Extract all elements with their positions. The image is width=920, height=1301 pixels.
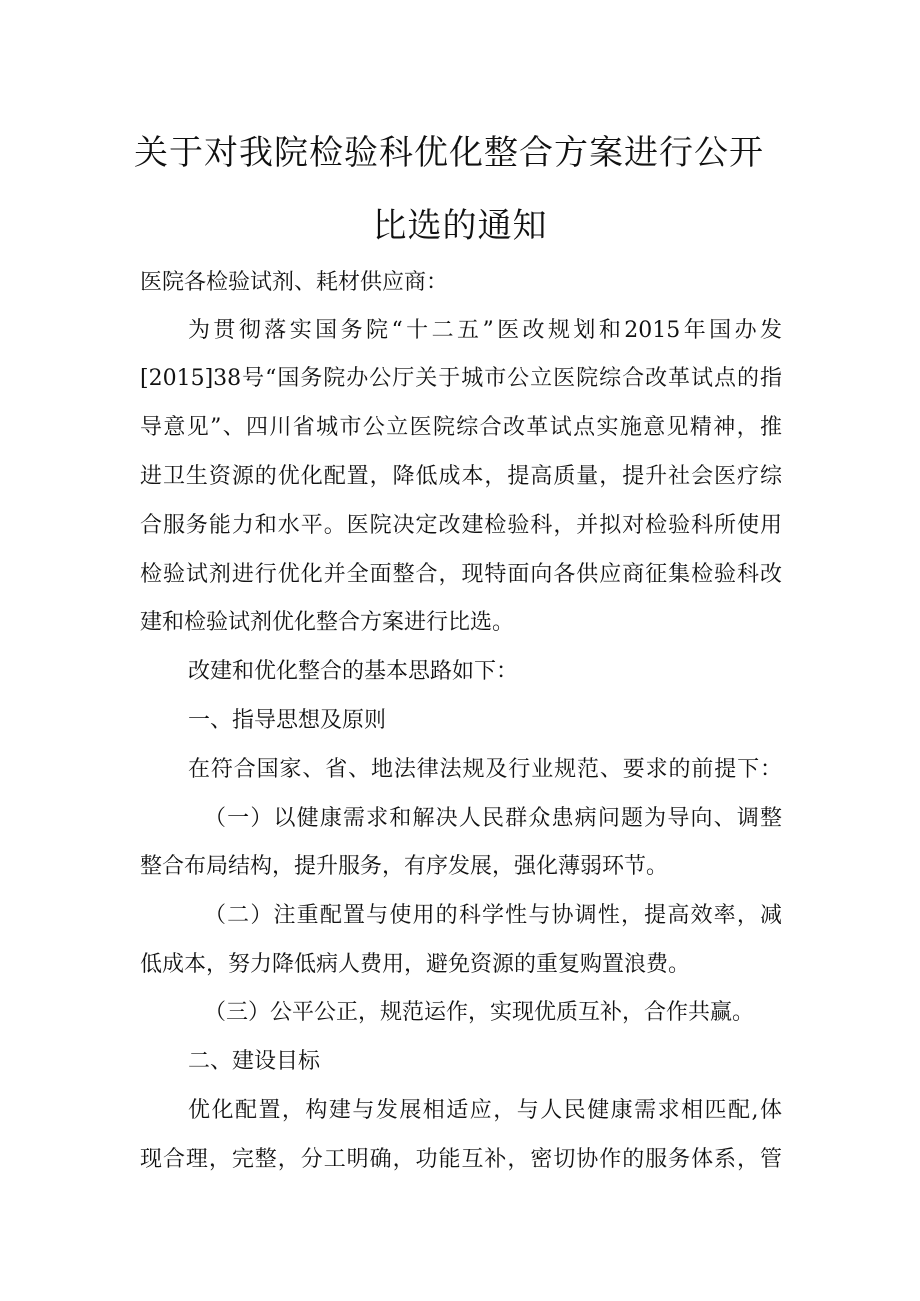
- section-heading-2: 二、建设目标: [188, 1049, 321, 1074]
- paragraph-4-line-2: 现合理，完整，分工明确，功能互补，密切协作的服务体系，管: [140, 1147, 782, 1172]
- document-title-line-2: 比选的通知: [372, 206, 548, 246]
- paragraph-1-line-7: 建和检验试剂优化整合方案进行比选。: [140, 610, 515, 635]
- paragraph-2: 改建和优化整合的基本思路如下：: [188, 659, 519, 684]
- paragraph-1-line-4: 进卫生资源的优化配置，降低成本，提高质量，提升社会医疗综: [140, 464, 782, 489]
- salutation: 医院各检验试剂、耗材供应商：: [140, 270, 449, 295]
- paragraph-1-line-5: 合服务能力和水平。医院决定改建检验科，并拟对检验科所使用: [140, 513, 782, 538]
- paragraph-1-line-2: [2015]38号“国务院办公厅关于城市公立医院综合改革试点的指: [140, 366, 782, 391]
- paragraph-1-line-3: 导意见”、四川省城市公立医院综合改革试点实施意见精神，推: [140, 415, 782, 440]
- list-item-2-line-2: 低成本，努力降低病人费用，避免资源的重复购置浪费。: [140, 952, 691, 977]
- list-item-1-line-1: （一）以健康需求和解决人民群众患病问题为导向、调整: [204, 806, 782, 831]
- document-title-line-1: 关于对我院检验科优化整合方案进行公开: [134, 133, 764, 173]
- section-heading-1: 一、指导思想及原则: [188, 708, 387, 733]
- paragraph-4-line-1: 优化配置，构建与发展相适应，与人民健康需求相匹配,体: [188, 1098, 782, 1123]
- paragraph-1-line-1: 为贯彻落实国务院“十二五”医改规划和2015年国办发: [188, 318, 782, 343]
- paragraph-3: 在符合国家、省、地法律法规及行业规范、要求的前提下：: [188, 757, 782, 782]
- list-item-2-line-1: （二）注重配置与使用的科学性与协调性，提高效率，减: [204, 903, 782, 928]
- paragraph-1-line-6: 检验试剂进行优化并全面整合，现特面向各供应商征集检验科改: [140, 562, 782, 587]
- list-item-1-line-2: 整合布局结构，提升服务，有序发展，强化薄弱环节。: [140, 854, 669, 879]
- list-item-3: （三）公平公正，规范运作，实现优质互补，合作共赢。: [204, 1000, 755, 1025]
